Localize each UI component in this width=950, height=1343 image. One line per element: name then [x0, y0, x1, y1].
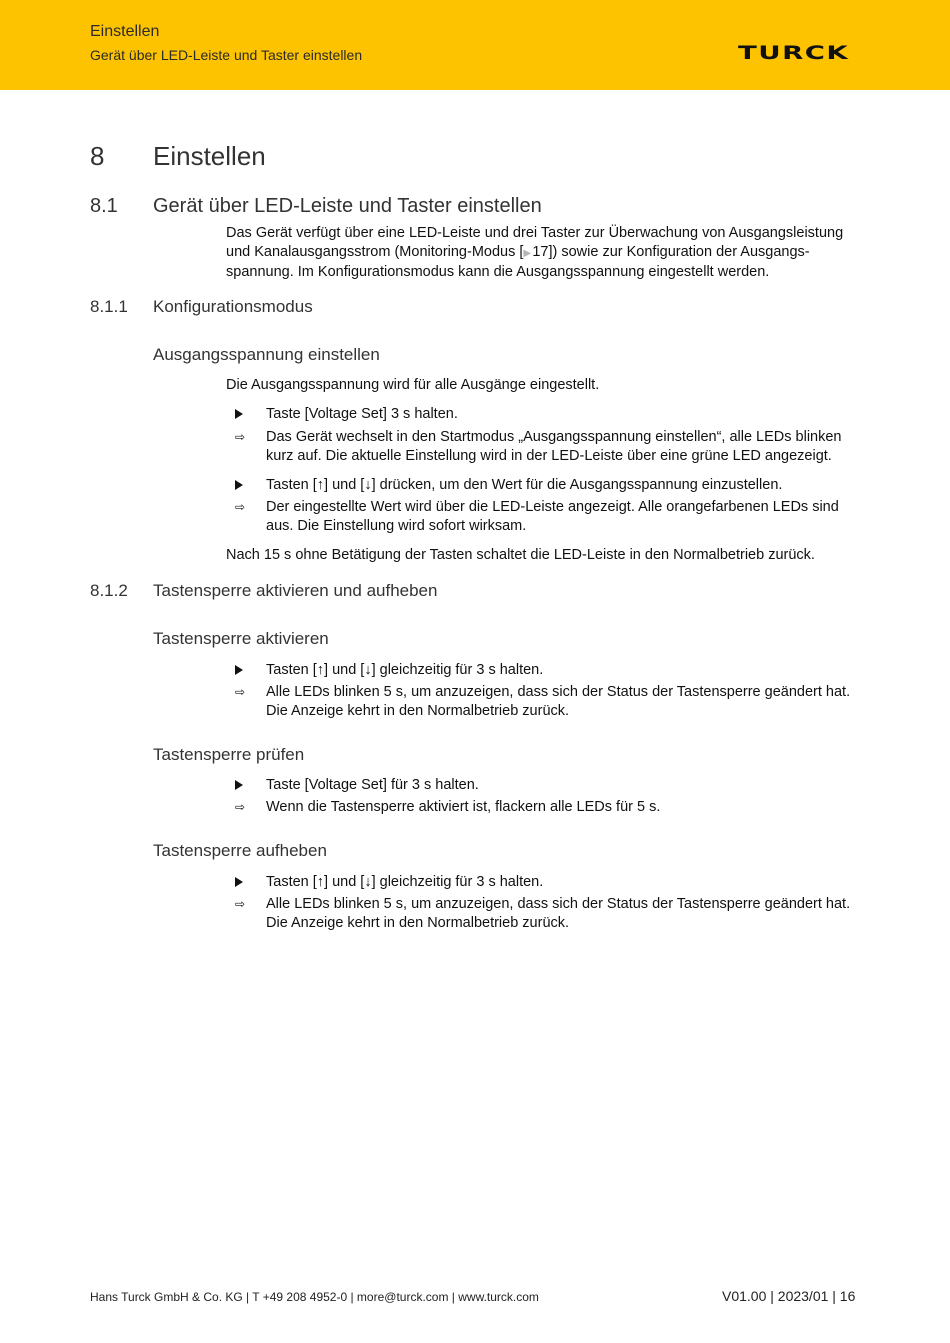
chapter-title: Einstellen: [153, 141, 266, 171]
header-subtitle: Gerät über LED-Leiste und Taster einstellen: [90, 47, 363, 63]
step-line: kurz auf. Die aktuelle Einstellung wird in der LED-Leiste über eine grüne LED angezeigt.: [266, 448, 832, 464]
step-line: Das Gerät wechselt in den Startmodus „Ausgangsspannung einstellen“, alle LEDs blinken: [266, 429, 842, 445]
subsection-title-release: Tastensperre aufheben: [153, 841, 327, 860]
step-text: Tasten [↑] und [↓] gleichzeitig für 3 s halten.: [266, 874, 544, 890]
intro-line-1: Das Gerät verfügt über eine LED-Leiste und drei Taster zur Überwachung von Ausgangsleistung: [226, 225, 844, 241]
step-line: Alle LEDs blinken 5 s, um anzuzeigen, dass sich der Status der Tastensperre geändert hat.: [266, 896, 851, 912]
subsection-title-activate: Tastensperre aktivieren: [153, 629, 329, 648]
section-8-1-1-title: Konfigurationsmodus: [153, 297, 313, 316]
step-line: Die Anzeige kehrt in den Normalbetrieb zurück.: [266, 703, 570, 719]
voltage-outro: Nach 15 s ohne Betätigung der Tasten schaltet die LED-Leiste in den Normalbetrieb zurück.: [226, 547, 815, 563]
page-header: [0, 0, 950, 90]
step-line: Die Anzeige kehrt in den Normalbetrieb zurück.: [266, 915, 570, 931]
section-8-1-2-title: Tastensperre aktivieren und aufheben: [153, 581, 438, 600]
step-text: Taste [Voltage Set] 3 s halten.: [266, 406, 458, 422]
outline-arrow-right-icon: ⇨: [235, 685, 246, 699]
intro-line-2b: 17]) sowie zur Konfiguration der Ausgangs-: [532, 244, 810, 260]
step-text: [266, 895, 866, 933]
intro-line-3: spannung. Im Konfigurationsmodus kann die Ausgangsspannung eingestellt werden.: [226, 264, 770, 280]
intro-line-2: [226, 243, 866, 263]
step-text: Tasten [↑] und [↓] gleichzeitig für 3 s halten.: [266, 662, 544, 678]
step-text: [266, 498, 866, 536]
section-8-1-2-number: 8.1.2: [90, 581, 128, 600]
header-title: Einstellen: [90, 23, 160, 40]
section-8-1-number: 8.1: [90, 195, 118, 217]
step-text: [266, 683, 866, 721]
small-triangle-icon[interactable]: ▶: [523, 248, 532, 259]
outline-arrow-right-icon: ⇨: [235, 897, 246, 911]
step-line: Alle LEDs blinken 5 s, um anzuzeigen, dass sich der Status der Tastensperre geändert hat.: [266, 684, 851, 700]
step-text: Taste [Voltage Set] für 3 s halten.: [266, 777, 479, 793]
subsection-title-check: Tastensperre prüfen: [153, 745, 305, 764]
footer-version-page: V01.00 | 2023/01 | 16: [722, 1288, 856, 1304]
step-line: Der eingestellte Wert wird über die LED-Leiste angezeigt. Alle orangefarbenen LEDs sind: [266, 499, 839, 515]
turck-logo: TURCK: [738, 42, 850, 64]
chapter-number: 8: [90, 141, 105, 171]
intro-line-2a: und Kanalausgangsstrom (Monitoring-Modus [: [226, 244, 524, 260]
step-text: Tasten [↑] und [↓] drücken, um den Wert für die Ausgangsspannung einzustellen.: [266, 477, 783, 493]
voltage-intro: Die Ausgangsspannung wird für alle Ausgänge eingestellt.: [226, 377, 600, 393]
step-line: aus. Die Einstellung wird sofort wirksam.: [266, 518, 527, 534]
step-text: [266, 428, 866, 466]
triangle-right-icon: [235, 873, 253, 893]
section-intro: [226, 224, 866, 282]
subsection-title-voltage: Ausgangsspannung einstellen: [153, 345, 380, 364]
section-8-1-1-number: 8.1.1: [90, 297, 128, 316]
triangle-right-icon: [235, 476, 253, 496]
outline-arrow-right-icon: ⇨: [235, 430, 246, 444]
triangle-right-icon: [235, 661, 253, 681]
triangle-right-icon: [235, 405, 253, 425]
outline-arrow-right-icon: ⇨: [235, 500, 246, 514]
step-text: Wenn die Tastensperre aktiviert ist, flackern alle LEDs für 5 s.: [266, 799, 661, 815]
section-8-1-title: Gerät über LED-Leiste und Taster einstellen: [153, 195, 542, 217]
footer-contact: Hans Turck GmbH & Co. KG | T +49 208 4952-0 | more@turck.com | www.turck.com: [90, 1290, 539, 1304]
outline-arrow-right-icon: ⇨: [235, 800, 246, 814]
triangle-right-icon: [235, 776, 253, 796]
